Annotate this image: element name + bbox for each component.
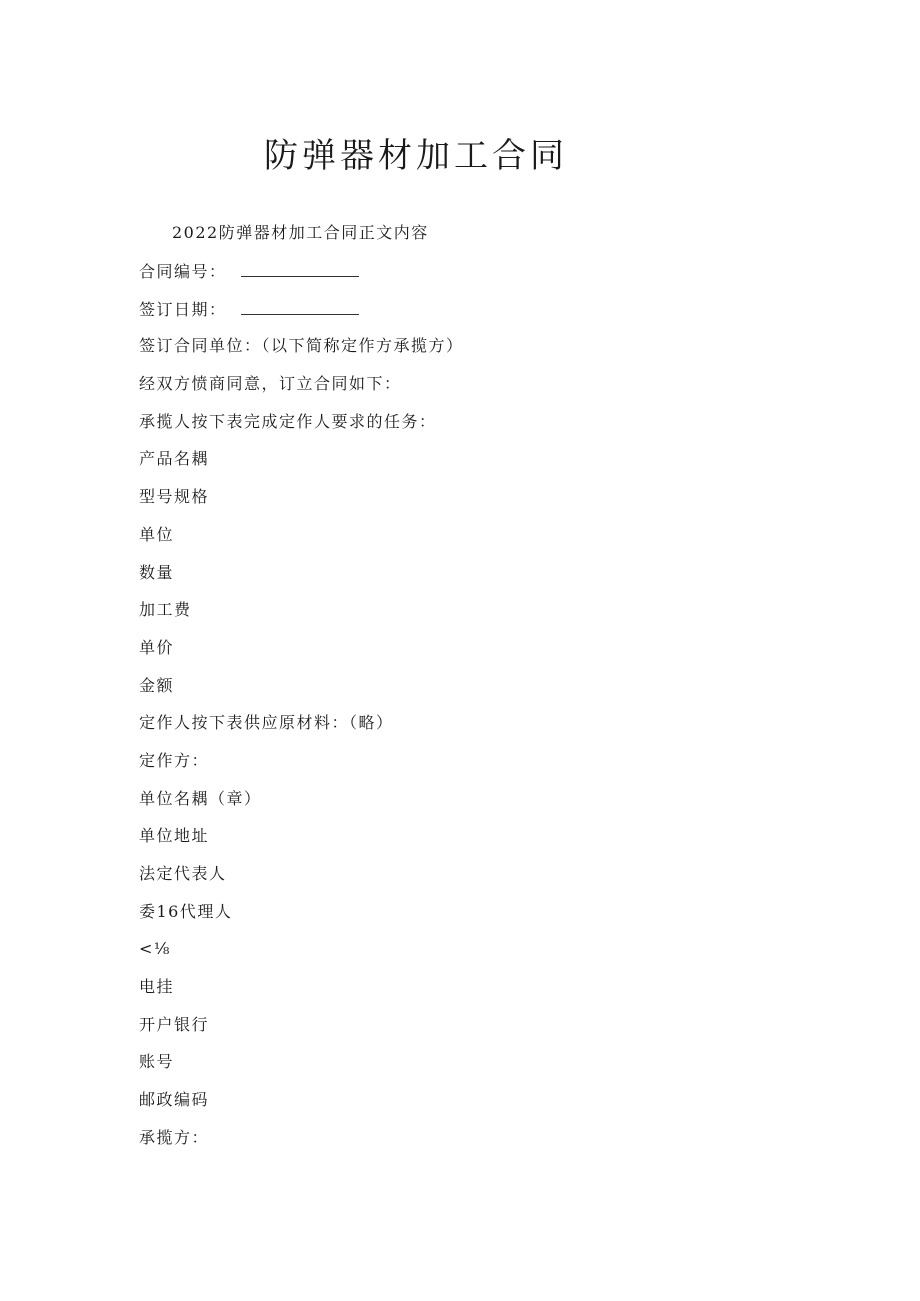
contractor-heading: 承揽方：: [139, 1127, 210, 1147]
contract-number-blank: [241, 260, 359, 277]
account-line: 账号: [139, 1052, 175, 1072]
phone-line: <⅛: [139, 939, 171, 959]
orderer-heading: 定作方：: [139, 750, 210, 770]
contract-number-label: 合同编号：: [139, 262, 227, 281]
amount-line: 金额: [139, 675, 175, 695]
bank-line: 开户银行: [139, 1014, 210, 1034]
unit-price-line: 单价: [139, 637, 175, 657]
contract-body: [139, 260, 839, 1165]
materials-line: 定作人按下表供应原材料：（略）: [139, 713, 394, 733]
contract-number-line: [139, 260, 839, 298]
contract-parties-line: 签订合同单位：（以下简称定作方承揽方）: [139, 336, 464, 356]
sign-date-line: [139, 298, 839, 336]
sign-date-blank: [241, 298, 359, 315]
sign-date-label: 签订日期：: [139, 299, 227, 319]
intro-line: 2022防弹器材加工合同正文内容: [172, 223, 429, 242]
task-intro-line: 承揽人按下表完成定作人要求的任务：: [139, 411, 437, 431]
agent-line: 委16代理人: [139, 901, 233, 921]
quantity-line: 数量: [139, 562, 175, 582]
unit-name-seal-line: 单位名耦（章）: [139, 788, 262, 808]
model-spec-line: 型号规格: [139, 487, 210, 507]
page-title: 防弹器材加工合同: [264, 136, 568, 176]
agreement-line: 经双方愤商同意，订立合同如下：: [139, 374, 402, 394]
processing-fee-line: 加工费: [139, 600, 192, 620]
unit-line: 单位: [139, 524, 175, 544]
postal-code-line: 邮政编码: [139, 1090, 210, 1110]
unit-address-line: 单位地址: [139, 826, 210, 846]
product-name-line: 产品名耦: [139, 449, 210, 469]
legal-rep-line: 法定代表人: [139, 864, 227, 883]
telegraph-line: 电挂: [139, 977, 175, 997]
